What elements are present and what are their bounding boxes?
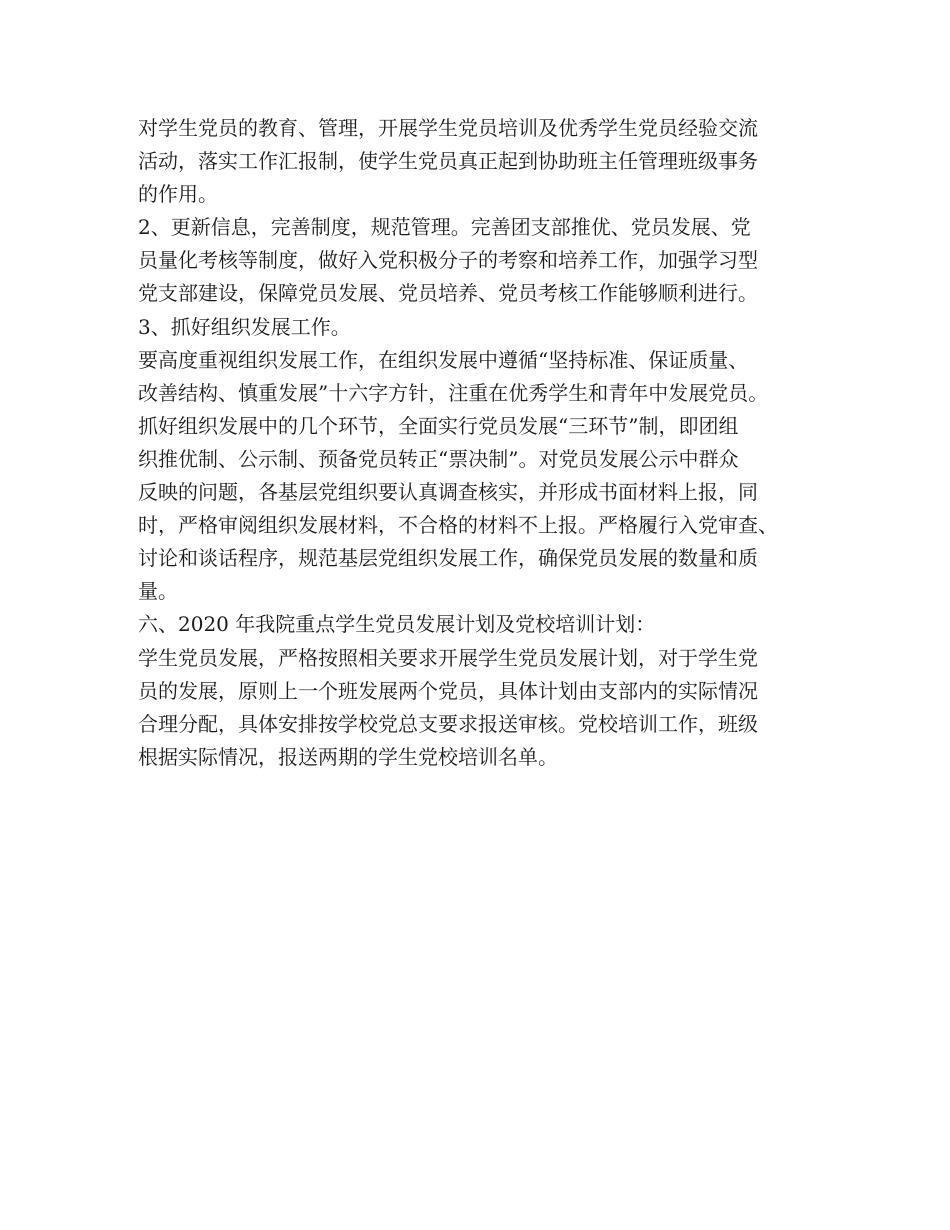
text-line: 的作用。 — [138, 182, 218, 207]
text-line: 抓好组织发展中的几个环节，全面实行党员发展“三环节”制，即团组 — [138, 413, 739, 438]
document-body — [138, 112, 828, 774]
section-heading: 六、2020 年我院重点学生党员发展计划及党校培训计划： — [138, 612, 656, 637]
text-line: 2、更新信息，完善制度，规范管理。完善团支部推优、党员发展、党 — [138, 215, 751, 240]
text-line: 对学生党员的教育、管理，开展学生党员培训及优秀学生党员经验交流 — [138, 116, 758, 140]
text-line: 学生党员发展，严格按照相关要求开展学生党员发展计划，对于学生党 — [138, 645, 758, 670]
text-line: 反映的问题，各基层党组织要认真调查核实，并形成书面材料上报，同 — [138, 480, 758, 505]
text-line: 要高度重视组织发展工作，在组织发展中遵循“坚持标准、保证质量、 — [138, 347, 749, 372]
text-line: 时，严格审阅组织发展材料，不合格的材料不上报。严格履行入党审查、 — [138, 513, 778, 538]
text-line: 讨论和谈话程序，规范基层党组织发展工作，确保党员发展的数量和质 — [138, 546, 758, 571]
text-line: 员的发展，原则上一个班发展两个党员，具体计划由支部内的实际情况 — [138, 678, 758, 703]
text-line: 党支部建设，保障党员发展、党员培养、党员考核工作能够顺利进行。 — [138, 281, 758, 306]
text-line: 织推优制、公示制、预备党员转正“票决制”。对党员发展公示中群众 — [138, 446, 739, 471]
text-line: 3、抓好组织发展工作。 — [138, 314, 351, 339]
text-line: 活动，落实工作汇报制，使学生党员真正起到协助班主任管理班级事务 — [138, 149, 758, 174]
text-line: 合理分配，具体安排按学校党总支要求报送审核。党校培训工作，班级 — [138, 711, 758, 736]
text-line: 员量化考核等制度，做好入党积极分子的考察和培养工作，加强学习型 — [138, 248, 758, 273]
text-line: 改善结构、慎重发展”十六字方针，注重在优秀学生和青年中发展党员。 — [138, 380, 769, 405]
text-line: 量。 — [138, 579, 178, 604]
text-line: 根据实际情况，报送两期的学生党校培训名单。 — [138, 744, 558, 769]
